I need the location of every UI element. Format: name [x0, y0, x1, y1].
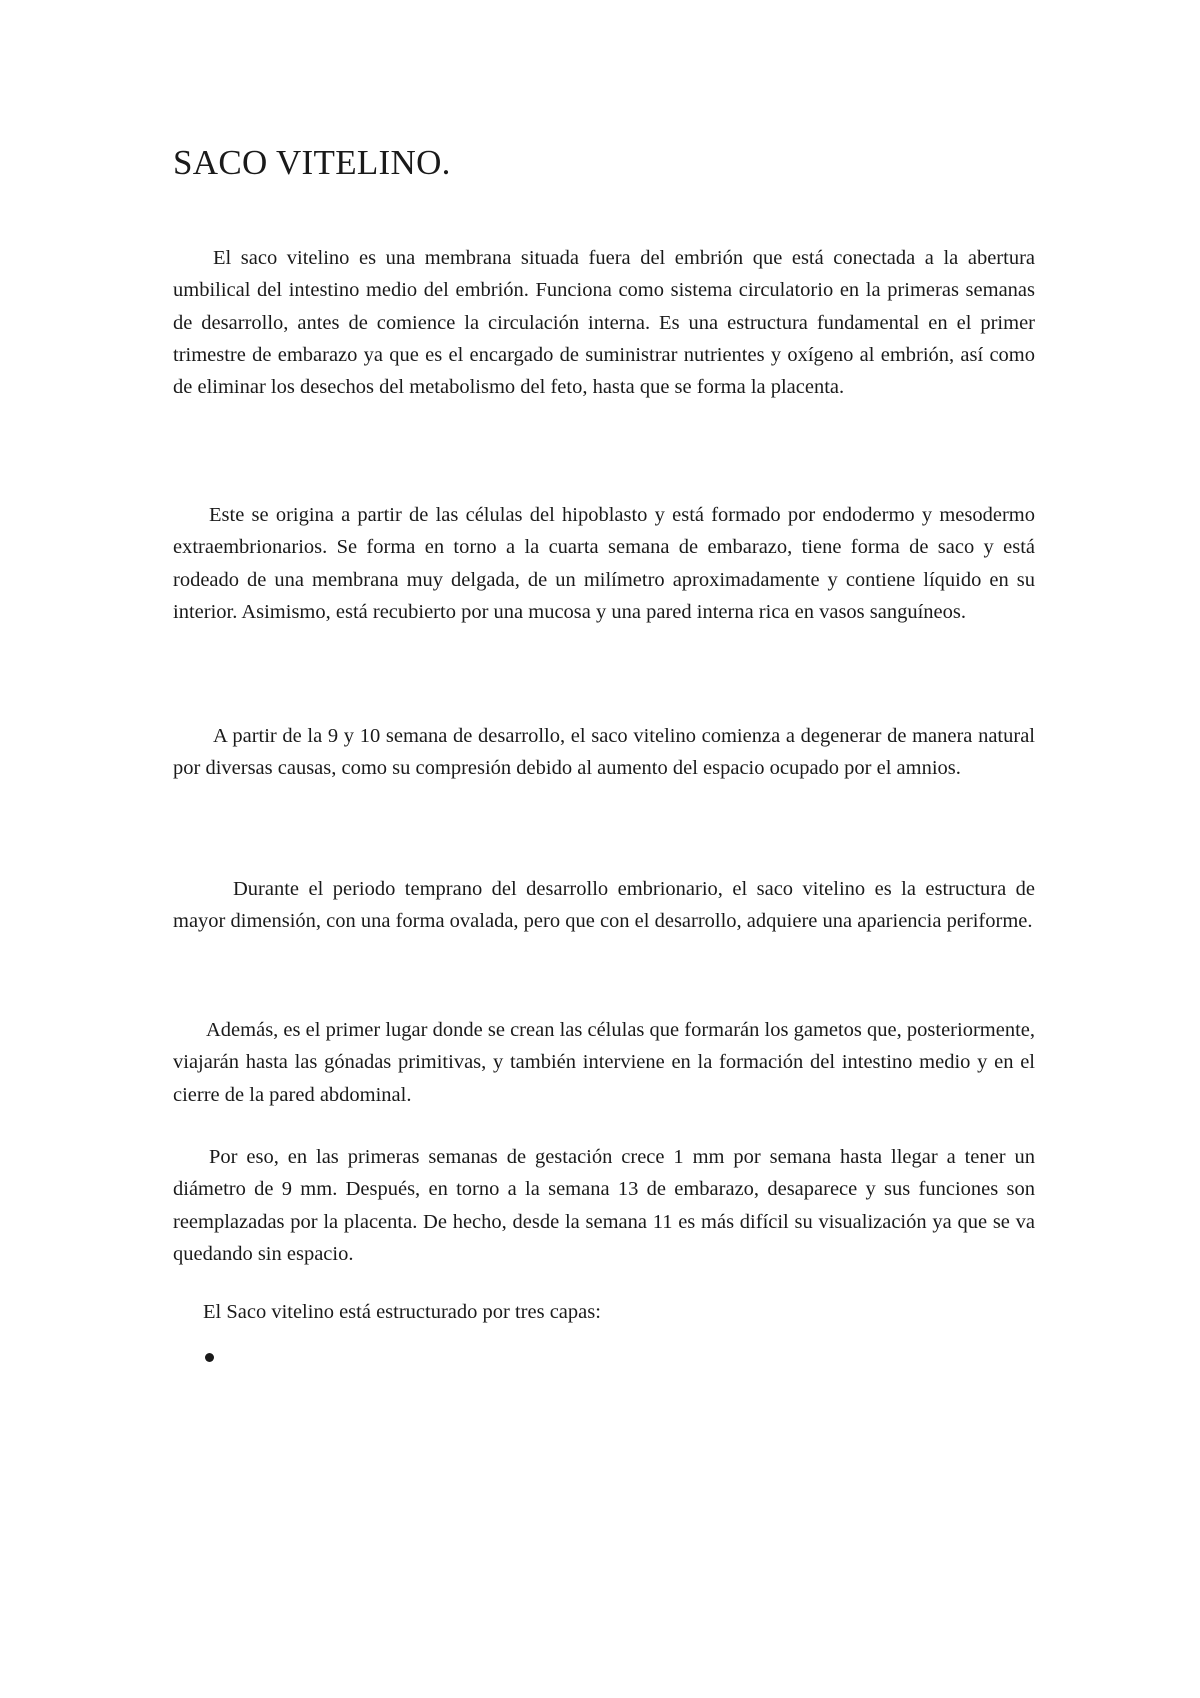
document-title: SACO VITELINO.	[173, 143, 451, 182]
paragraph-2: Este se origina a partir de las células del hipoblasto y está formado por endodermo y mesodermo extraembrionarios. Se forma en torno a la cuarta semana de embarazo, tiene forma de saco y está rodeado de una membrana muy delgada, de un milímetro aproximadamente y contiene líquido en su interior. Asimismo, está recubierto por una mucosa y una pared interna rica en vasos sanguíneos.	[173, 504, 1035, 623]
paragraph-5: Además, es el primer lugar donde se crean las células que formarán los gametos que, posteriormente, viajarán hasta las gónadas primitivas, y también interviene en la formación del intestino medio y en el cierre de la pared abdominal.	[173, 1019, 1035, 1106]
paragraph-3: A partir de la 9 y 10 semana de desarrollo, el saco vitelino comienza a degenerar de manera natural por diversas causas, como su compresión debido al aumento del espacio ocupado por el amnios.	[173, 725, 1035, 780]
empty-bullet-point	[205, 1353, 214, 1362]
paragraph-4: Durante el periodo temprano del desarrollo embrionario, el saco vitelino es la estructura de mayor dimensión, con una forma ovalada, pero que con el desarrollo, adquiere una apariencia periforme.	[173, 878, 1035, 933]
paragraph-7: El Saco vitelino está estructurado por tres capas:	[203, 1301, 601, 1323]
paragraph-6: Por eso, en las primeras semanas de gestación crece 1 mm por semana hasta llegar a tener un diámetro de 9 mm. Después, en torno a la semana 13 de embarazo, desaparece y sus funciones son reemplazadas por la placenta. De hecho, desde la semana 11 es más difícil su visualización ya que se va quedando sin espacio.	[173, 1146, 1035, 1265]
paragraph-1: El saco vitelino es una membrana situada fuera del embrión que está conectada a la abertura umbilical del intestino medio del embrión. Funciona como sistema circulatorio en la primeras semanas de desarrollo, antes de comience la circulación interna. Es una estructura fundamental en el primer trimestre de embarazo ya que es el encargado de suministrar nutrientes y oxígeno al embrión, así como de eliminar los desechos del metabolismo del feto, hasta que se forma la placenta.	[173, 247, 1035, 399]
